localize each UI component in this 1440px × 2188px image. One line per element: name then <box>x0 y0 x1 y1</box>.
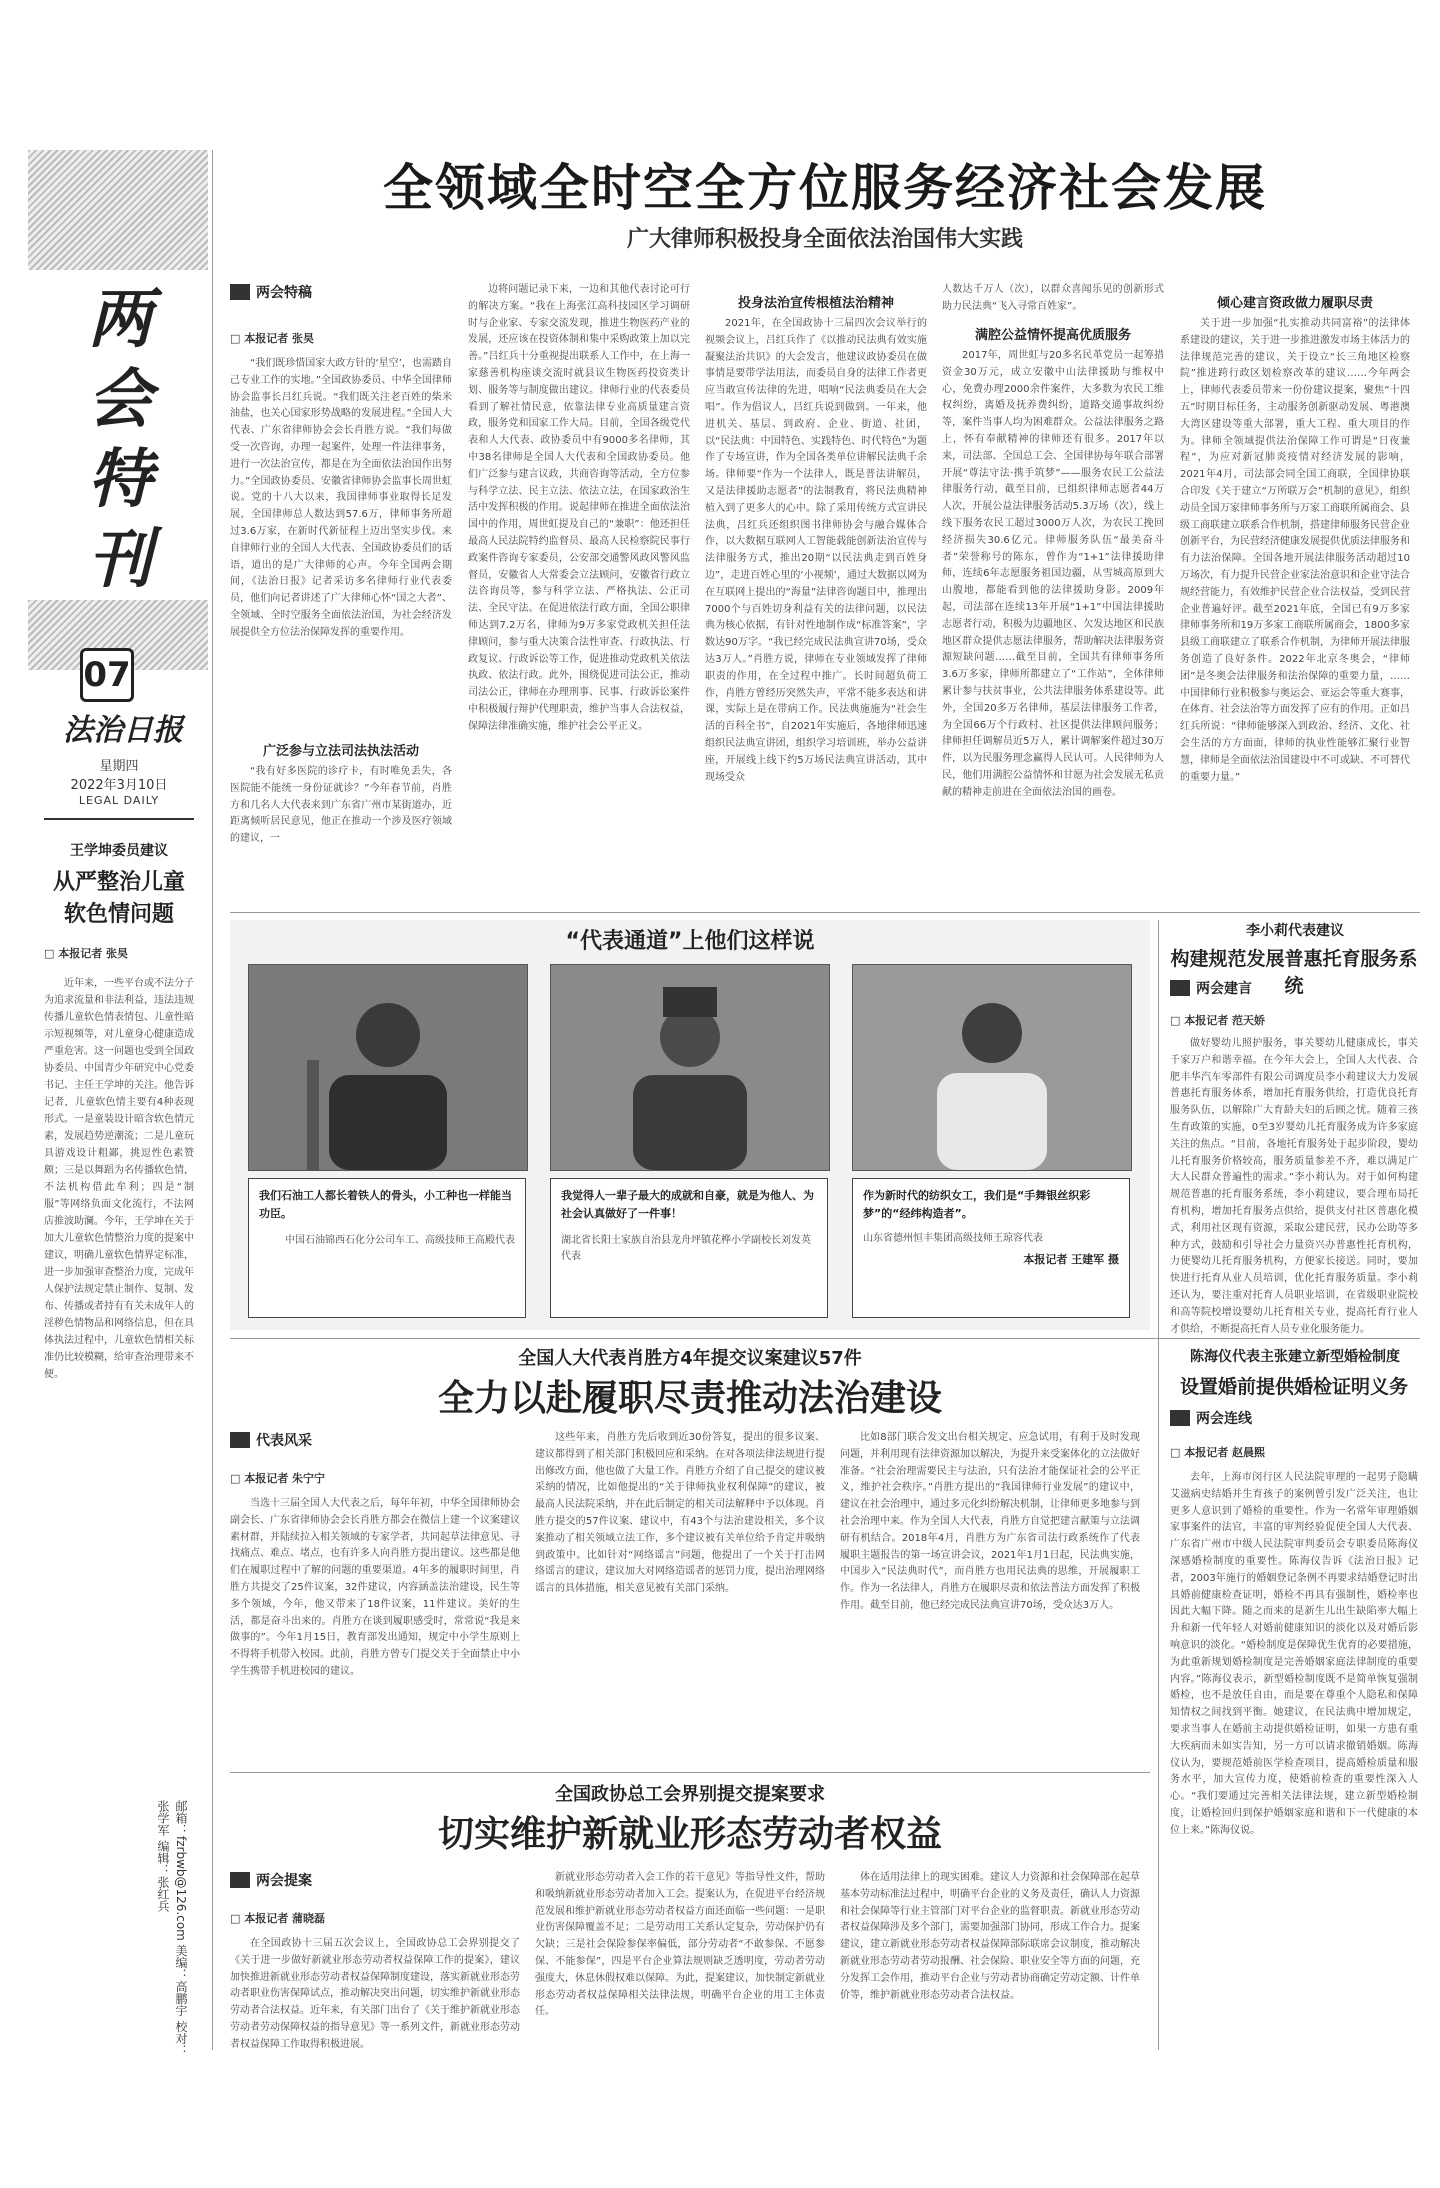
headline: 切实维护新就业形态劳动者权益 <box>437 1813 942 1855</box>
photo-representative <box>852 964 1132 1171</box>
tag-icon <box>230 1432 250 1448</box>
newspaper-english-name: LEGAL DAILY <box>78 794 160 807</box>
person-silhouette <box>551 965 829 1170</box>
person-silhouette <box>249 965 527 1170</box>
kicker: 李小莉代表建议 <box>1246 923 1344 939</box>
article-subhead: 满腔公益情怀提高优质服务 <box>974 328 1131 343</box>
headline: 全力以赴履职尽责推动法治建设 <box>437 1377 942 1419</box>
newspaper-name: 法治日报 <box>63 713 183 748</box>
article-body: 新就业形态劳动者入会工作的若干意见》等指导性文件，帮助和吸纳新就业形态劳动者加入工会。提案认为，在促进平台经济规范发展和维护新就业形态劳动者权益方面还面临一些问题：一是职业伤害保障覆盖不足；二是劳动用工关系认定复杂，劳动保护仍有欠缺；三是社会保险参保率偏低，部分劳动者“不敢参保、不愿参保、不能参保”，四是平台企业算法规则缺乏透明度，劳动者劳动强度大，休息休假权难以保障。为此，提案建议，加快制定新就业形态劳动者权益保障相关法律法规，明确平台企业的用工主体责任。 <box>535 1872 825 2018</box>
article-body: 这些年来，肖胜方先后收到近30份答复，提出的很多议案、建议都得到了相关部门积极回应和采纳。在对各项法律法规进行提出修改方面，他也做了大量工作。肖胜方介绍了自己提交的建议被采纳的情况，比如他提出的“关于律师执业权利保障”的建议，被最高人民法院采纳，并在此后制定的相关司法解释中予以体现。肖胜方提交的57件议案、建议中，有43个与法治建设相关，多个议案推动了相关领域立法工作，多个建议被有关单位给予肯定并吸纳到政策中。比如针对“网络谣言”问题，他提出了一个关于打击网络谣言的建议，建议加大对网络造谣者的惩罚力度，提出治理网络谣言的具体措施，相关意见被有关部门采纳。 <box>535 1432 825 1595</box>
sidebar-pattern <box>28 150 208 270</box>
section-tag: 两会提案 <box>230 1870 312 1890</box>
article-body: 比如8部门联合发文出台相关规定、应急试用，有利于及时发现问题，并利用现有法律资源加以解决，为提升来受案体化的立法做好准备。“社会治理需要民主与法治，只有法治才能保证社会的公平正义，维护社会秩序。”肖胜方提出的“我国律师行业发展”的建议中，建议在社会治理中，通过多元化纠纷解决机制，让律师更多地参与到社会治理中来。作为全国人大代表，肖胜方自觉把建言献策与立法调研有机结合。2018年4月，肖胜方为广东省司法行政系统作了代表履职主题报告的第一场宣讲会议，2021年1月1日起，民法典实施，中国步入“民法典时代”，而肖胜方也用民法典的思维，开展履职工作。作为一名法律人，肖胜方在履职尽责和依法普法方面发挥了积极作用。截至目前，他已经完成民法典宣讲70场，受众达3万人。 <box>840 1432 1140 1611</box>
quote-source: 中国石油锦西石化分公司车工、高级技师王高殿代表 <box>285 1235 515 1246</box>
quote-text: 我觉得人一辈子最大的成就和自豪，就是为他人、为社会认真做好了一件事！ <box>561 1189 814 1220</box>
divider <box>230 912 1420 913</box>
byline: □ 本报记者 赵晨熙 <box>1170 1446 1266 1459</box>
editor-credits: 邮箱：fzrbwb@126.com 美编：高鹏宇 校对：张学军 编辑：张红兵 <box>156 1800 188 2057</box>
article-body: 2021年，在全国政协十三届四次会议举行的视频会议上，吕红兵作了《以推动民法典有效实施凝聚法治共识》的大会发言，他建议政协委员在做事情是要带学法用法，而委员自身的法律工作者更应当敢宣传法律的先进，唱响“民法典委员在大会唱”。作为倡议人，吕红兵说到做到。一年来，他进机关、基层、到政府、企业、街道、社团，以“民法典：中国特色、实践特色、时代特色”为题作了专场宣讲，作为全国各类单位讲解民法典千余场。律师要“作为一个法律人，既是普法讲解员，又是法律援助志愿者”的法制教育，将民法典精神植入到了更多人的心中。除了采用传统方式宣讲民法典，吕红兵还组织图书律师协会与融合媒体合作，以大数据互联网人工智能载能创新法治宣传与法律服务方式，推出20期“以民法典走到百姓身边”，走进百姓心里的‘小视频’，通过大数据以网为在互联网上提出的“海量”法律咨询题目中，推理出7000个与百姓切身利益有关的法律问题，以民法典为核心依据，有针对性地制作成“标准答案”，字数达90万字。“我已经完成民法典宣讲70场，受众达3万人。”肖胜方说，律师在专业领域发挥了律师职责的作用，在全过程中推广。长时间超负荷工作，肖胜方曾经历突然失声，平常不能多表达和讲课，实际上是在带病工作。民法典施施为“社会生活的百科全书”，自2021年实施后，各地律师迅速组织民法典宣讲团，组织学习培训班，举办公益讲座，开展线上线下约5万场民法典宣讲活动，其中现场受众 <box>705 318 927 783</box>
side-headline: 从严整治儿童软色情问题 <box>52 869 185 927</box>
article-body: 体在适用法律上的现实困难。建议人力资源和社会保障部在起草基本劳动标准法过程中，明确平台企业的义务及责任，确认人力资源和社会保障等行业主管部门对平台企业的监督职责。新就业形态劳动者权益保障涉及多个部门，需要加强部门协同，形成工作合力。提案建议，建立新就业形态劳动者权益保障部际联席会议制度，推动解决新就业形态劳动者劳动报酬、社会保险、职业安全等方面的问题，充分发挥工会作用，推动平台企业与劳动者协商确定劳动定额、计件单价等，维护新就业形态劳动者合法权益。 <box>840 1872 1140 2001</box>
column-divider <box>1158 920 1159 2050</box>
kicker: 全国政协总工会界别提交提案要求 <box>555 1784 825 1805</box>
main-subheadline: 广大律师积极投身全面依法治国伟大实践 <box>626 227 1023 252</box>
byline: □ 本报记者 朱宁宁 <box>230 1472 326 1485</box>
article-subhead: 广泛参与立法司法执法活动 <box>262 744 419 759</box>
quote-source: 山东省德州恒丰集团高级技师王琼容代表 <box>863 1233 1043 1244</box>
tag-icon <box>1170 980 1190 996</box>
byline: □ 本报记者 范天娇 <box>1170 1014 1266 1027</box>
panel-title: “代表通道”上他们这样说 <box>565 929 815 954</box>
section-tag: 代表风采 <box>230 1430 312 1450</box>
page-number: 07 <box>80 648 134 702</box>
quote-text: 作为新时代的纺织女工，我们是“手舞银丝织彩梦”的“经纬构造者”。 <box>863 1189 1091 1220</box>
issue-weekday: 星期四 <box>99 759 139 774</box>
tag-icon <box>230 1872 250 1888</box>
side-kicker: 王学坤委员建议 <box>70 843 168 859</box>
side-article-body: 近年来，一些平台或不法分子为追求流量和非法利益，违法违规传播儿童软色情表情包、儿童性暗示短视频等，对儿童身心健康造成严重危害。这一问题也受到全国政协委员、中国青少年研究中心党委书记、主任王学坤的关注。他告诉记者，儿童软色情主要有4种表现形式。一是童装设计暗含软色情元素，发展趋势逆潮流；二是儿童玩具游戏设计粗鄙，挑逗性色素赞颇；三是以舞蹈为名传播软色情，不法机构借此牟利；四是“制服”等网络负面文化流行，不法网店推波助澜。今年，王学坤在关于加大儿童软色情整治力度的提案中建议，明确儿童软色情界定标准，进一步加强审查整治力度，完成年人保护法规定禁止制作、复制、发布、传播或者持有有关未成年人的淫秽色情物品和网络信息，但在具体执法过程中，儿童软色情相关标准仍比较模糊，给审查治理带来不便。 <box>44 978 194 1380</box>
article-body: 边将问题记录下来，一边和其他代表讨论可行的解决方案。“我在上海张江高科技园区学习调研时与企业家、专家交流发现，推进生物医药产业的发展，还应该在投资体制和集中采购政策上加以完善。”吕红兵十分重视提出联系人工作中，在上海一家慈善机构座谈交流时就县议生物医药投资类计划、服务等与制度做出建议。律师行业的代表委员看到了解社情民意，依靠法律专业高质量建言资政，服务党和国家工作大局。目前，全国各级党代表和人大代表、政协委员中有9000多名律师，其中38名律师是全国人大代表和全国政协委员。他们广泛参与建言议政，共商咨询等活动，全方位参与科学立法、民主立法、依法立法，在国家政治生活中发挥积极的作用。说起律师在推进全面依法治国中的作用，周世虹提及自己的“兼职”：他还担任最高人民法院特约监督员、最高人民检察院民事行政案件咨询专家委员，公安部交通警风政风警风监督员，安徽省人大常委会立法顾问，安徽省行政立法咨询员等，参与科学立法、严格执法、公正司法、全民守法。在促进依法行政方面，全国公职律师达到7.2万名，律师为9万多家党政机关担任法律顾问，参与重大决策合法性审查、行政执法、行政复议、行政诉讼等工作，促进推动党政机关依法执政、依法行政。此外，围绕促进司法公正，推动司法公正，律师在办理刑事、民事、行政诉讼案件中积极履行辩护代理职责，维护当事人合法权益，保障法律准确实施，维护社会公平正义。 <box>468 284 690 732</box>
photo-representative <box>248 964 528 1171</box>
main-headline: 全领域全时空全方位服务经济社会发展 <box>383 158 1267 217</box>
kicker: 陈海仪代表主张建立新型婚检制度 <box>1190 1349 1400 1365</box>
column-divider <box>212 150 213 2050</box>
section-tag: 两会连线 <box>1170 1408 1252 1428</box>
article-body: 去年，上海市闵行区人民法院审理的一起男子隐瞒艾滋病史结婚并生育孩子的案例曾引发广泛关注，也让更多人意识到了婚检的重要性。作为一名常年审理婚姻家事案件的法官，丰富的审判经验促使全国人大代表、广东省广州市中级人民法院审判委员会专职委员陈海仪深感婚检制度的重要性。陈海仪告诉《法治日报》记者，2003年施行的婚姻登记条例不再要求结婚登记时出具婚前健康检查证明，婚检不再具有强制性，婚检率也因此大幅下降。随之而来的是新生儿出生缺陷率大幅上升和新一代年轻人对婚前健康知识的淡化以及对婚后影响意识的淡化。“婚检制度是保障优生优育的必要措施，为此重新规划婚检制度是完善婚姻家庭法律制度的重要内容。”陈海仪表示，新型婚检制度既不是简单恢复强制婚检，也不是放任自由，而是要在尊重个人隐私和保障知情权之间找到平衡。她建议，在民法典中增加规定，要求当事人在婚前主动提供婚检证明，如果一方患有重大疾病而未如实告知，另一方可以请求撤销婚姻。陈海仪认为，要规范婚前医学检查项目，提高婚检质量和服务水平，加大宣传力度，使婚前检查的重要性深入人心。“我们要通过完善相关法律法规，建立新型婚检制度，让婚检回归到保护婚姻家庭和谐和下一代健康的本位上来。”陈海仪说。 <box>1170 1472 1418 1836</box>
quote-box <box>852 1178 1130 1318</box>
article-body: “我们既珍惜国家大政方针的‘星空’，也需踏自己专业工作的实地。”全国政协委员、中华全国律师协会监事长吕红兵说。“我们既关注老百姓的柴米油盐，也关心国家形势战略的发展进程。”全国人大代表、广东省律师协会会长肖胜方说。“我们每做受一次咨询，办理一起案件，处理一件法律事务，进行一次法治宣传，都是在为全面依法治国作出努力。”全国政协委员、安徽省律师协会监事长周世虹说。党的十八大以来，我国律师事业取得长足发展，全国律师总人数达到57.6万，律师事务所超过3.6万家，在新时代新征程上迈出坚实步伐。来自律师行业的全国人大代表、全国政协委员们的话语，道出的是广大律师的心声。今年全国两会期间，《法治日报》记者采访多名律师行业代表委员，他们向记者讲述了广大律师心怀“国之大者”、全领域、全时空服务全面依法治国，为社会经济发展提供全方位法治保障发挥的重要作用。 <box>230 358 452 638</box>
byline: □ 本报记者 蒲晓磊 <box>230 1912 326 1925</box>
divider <box>230 1338 1420 1339</box>
section-tag: 两会建言 <box>1170 978 1252 998</box>
headline: 设置婚前提供婚检证明义务 <box>1179 1376 1408 1398</box>
headline: 构建规范发展普惠托育服务系统 <box>1170 948 1418 997</box>
column-title: 两会特刊 <box>88 282 152 597</box>
photo-credit: 本报记者 王建军 摄 <box>1023 1253 1119 1266</box>
side-byline: □ 本报记者 张昊 <box>44 947 129 960</box>
divider <box>44 818 194 820</box>
article-body: 做好婴幼儿照护服务，事关婴幼儿健康成长，事关千家万户和谐幸福。在今年大会上，全国人大代表、合肥丰华汽车零部件有限公司调度员李小莉建议大力发展普惠托育服务体系，增加托育服务供给，打造优良托育服务队伍，以解除广大育龄夫妇的后顾之忧。随着三孩生育政策的实施，0至3岁婴幼儿托育服务成为许多家庭关注的焦点。“目前，各地托育服务处于起步阶段，婴幼儿托育服务价格较高，服务质量参差不齐，难以满足广大人民群众普遍性的需求。”李小莉认为。对于如何构建规范普惠的托育服务系统，李小莉建议，要合理布局托育机构，增加托育服务点供给，提供支付社区普惠化模式，利用社区现有资源，采取公建民营，民办公助等多种方式，鼓励和引导社会力量资兴办普惠性托育机构，力使婴幼儿托育服务机构，方便家长接送。同时，要加快进行托育从业人员培训，优化托育服务质量。李小莉还认为，要注重对托育人员职业培训，在省级职业院校和高等院校增设婴幼儿托育相关专业，提高托育行业人才供给，不断提高托育人员专业化服务能力。 <box>1170 1038 1418 1335</box>
byline: □ 本报记者 张昊 <box>230 332 315 345</box>
article-body: “我有好多医院的诊疗卡，有时唯免丢失，各医院能不能统一身份证就诊？”今年春节前，肖胜方和几名人大代表来到广东省广州市某街道办，近距离倾听居民意见，他正在推动一个涉及医疗领域的建议，一 <box>230 766 452 845</box>
tag-icon <box>1170 1410 1190 1426</box>
article-body: 在全国政协十三届五次会议上，全国政协总工会界别提交了《关于进一步做好新就业形态劳动者权益保障工作的提案》，建议加快推进新就业形态劳动者权益保障制度建设，落实新就业形态劳动者职业伤害保障试点，推动解决突出问题，切实维护新就业形态劳动者合法权益。近年来，有关部门出台了《关于维护新就业形态劳动者劳动保障权益的指导意见》等一系列文件，新就业形态劳动者权益保障工作取得积极进展。 <box>230 1938 520 2050</box>
quote-source: 湖北省长阳土家族自治县龙舟坪镇花桦小学副校长刘发英代表 <box>561 1235 811 1262</box>
article-subhead: 倾心建言资政做力履职尽责 <box>1216 296 1373 311</box>
article-subhead: 投身法治宣传根植法治精神 <box>737 296 894 311</box>
quote-box <box>550 1178 828 1318</box>
article-body: 关于进一步加强“扎实推动共同富裕”的法律体系建设的建议，关于进一步推进激发市场主体活力的法律规范完善的建议，关于设立“长三角地区检察院”推进跨行政区划检察改革的建议……今年两会上，律师代表委员带来一份份建议提案，聚焦“十四五”时期目标任务，主动服务创新驱动发展、粤港澳大湾区建设等重大部署，重大工程、重大项目的作为。律师全领域提供法治保障工作可谓是“日夜兼程”，为应对新冠肺炎疫情对经济发展的影响，2021年4月，司法部会同全国工商联，全国律协联合印发《关于建立“万所联万会”机制的意见》，组织动员全国万家律师事务所与万家工商联所属商会、县级工商联建立联系合作机制，搭建律师服务民营企业创新平台，为民营经济健康发展提供优质法律服务和有力法治保障。全国各地开展法律服务活动超过10万场次，有力提升民营企业家法治意识和企业守法合规经营能力，有效维护民营企业合法权益，受到民营企业普遍好评。截至2021年底，全国已有9万多家律师事务所和19万多家工商联所属商会，1800多家县级工商联建立了联系合作机制，为律师开展法律服务创造了良好条件。2022年北京冬奥会，“律师团”是冬奥会法律服务和法治保障的重要力量，……中国律师行业积极参与奥运会、亚运会等重大赛事，在体育、社会法治等方面发挥了应有的作用。正如吕红兵所说：“律师能够深入到政治、经济、文化、社会生活的方方面面，律师的执业性能够汇聚行业智慧，律师是全面依法治国建设中不可或缺、不可替代的重要力量。” <box>1180 318 1410 783</box>
photo-representative <box>550 964 830 1171</box>
article-body: 当选十三届全国人大代表之后，每年年初，中华全国律师协会副会长、广东省律师协会会长肖胜方都会在微信上建一个议案建议素材群，并陆续拉入相关领域的专家学者，共同起草法律意见、寻找痛点、难点、堵点，也有许多人向肖胜方提出建议。这些都是他们在履职过程中了解的问题的重要渠道。4年多的履职时间里，肖胜方共提交了25件议案，32件建议，内容涵盖法治建设，民生等多个领域，今年，他又带来了18件议案，11件建议。美好的生活，都是奋斗出来的。肖胜方在谈到履职感受时，常常说“我是来做事的”。今年1月15日，教育部发出通知，规定中小学生原则上不得将手机带入校园。此前，肖胜方曾专门提交关于全面禁止中小学生携带手机进校园的建议。 <box>230 1498 520 1677</box>
divider <box>230 1772 1150 1773</box>
quote-text: 我们石油工人都长着铁人的骨头，小工种也一样能当功臣。 <box>259 1189 512 1220</box>
quote-box <box>248 1178 526 1318</box>
article-body: 人数达千万人（次），以群众喜闻乐见的创新形式助力民法典“飞入寻常百姓家”。 <box>942 284 1164 312</box>
section-tag: 两会特稿 <box>230 282 312 302</box>
kicker: 全国人大代表肖胜方4年提交议案建议57件 <box>518 1348 862 1369</box>
representative-channel-panel <box>230 920 1150 1330</box>
article-body: 2017年，周世虹与20多名民革党员一起筹措资金30万元，成立安徽中山法律援助与维权中心，免费办理2000余件案件，大多数为农民工维权纠纷，离婚及抚养费纠纷，道路交通事故纠纷等，案件当事人均为困难群众。公益法律服务之路上，怀有奉献精神的律师还有很多。2017年以来，司法部、全国总工会、全国律协每年联合部署开展“尊法守法·携手筑梦”——服务农民工公益法律服务行动，截至目前，已组织律师志愿者44万人次，开展公益法律服务活动5.3万场（次），线上线下服务农民工超过3000万人次，为农民工挽回经济损失30.6亿元。律师服务队伍“最美奋斗者”荣誉称号的陈东，曾作为“1+1”法律援助律师，连续6年志愿服务祖国边疆，从雪城高原到大山腹地，都能看到他的法律援助身影。2009年起，司法部在连续13年开展“1+1”中国法律援助志愿者行动，积极为边疆地区、欠发达地区和民族地区群众提供志愿法律服务，帮助解决法律服务资源短缺问题……截至目前，全国共有律师事务所3.6万多家，律师所都建立了“工作站”，全体律师累计参与扶贫事业，公共法律服务体系建设等。此外，全国20多万名律师，基层法律服务工作者，为全国66万个行政村、社区提供法律顾问服务；律师担任调解员近5万人，累计调解案件超过30万件，以为民服务理念赢得人民认可。人民律师为人民，他们用满腔公益情怀和甘愿为社会发展无私贡献的精神走前进在全面依法治国的画卷。 <box>942 350 1164 798</box>
person-silhouette <box>853 965 1131 1170</box>
issue-date: 2022年3月10日 <box>70 778 168 793</box>
tag-icon <box>230 284 250 300</box>
